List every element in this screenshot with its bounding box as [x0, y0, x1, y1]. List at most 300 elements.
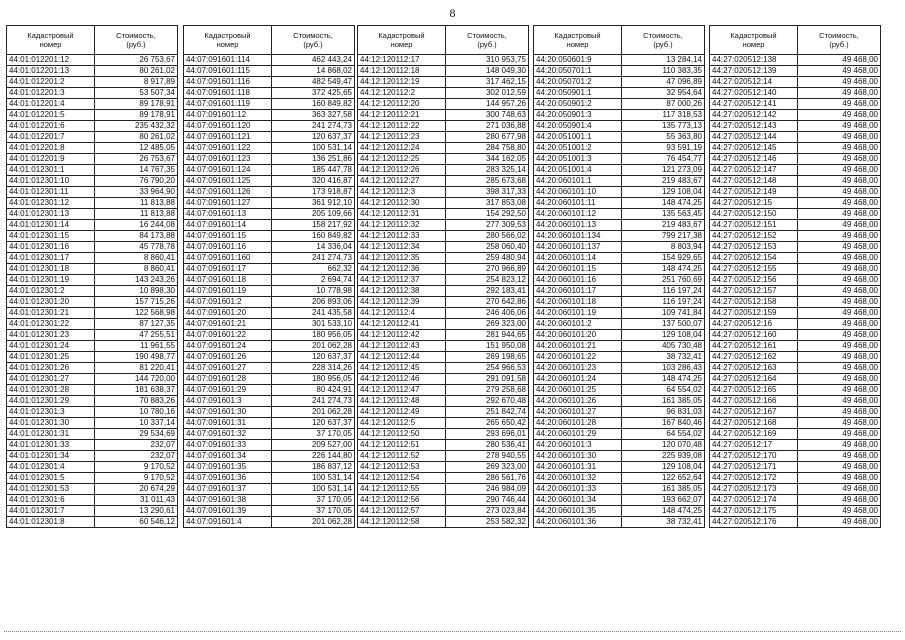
- cost-cell: 49 468,00: [798, 176, 881, 187]
- cadastral-number-cell: 44:27:020512:156: [710, 275, 798, 286]
- cadastral-number-cell: 44:27:020512:141: [710, 99, 798, 110]
- cost-cell: 226 144,80: [272, 451, 355, 462]
- cost-cell: 49 468,00: [798, 330, 881, 341]
- cadastral-number-cell: 44:27:020512:145: [710, 143, 798, 154]
- cost-cell: 269 198,65: [446, 352, 529, 363]
- table-row: [184, 88, 355, 99]
- cost-cell: 87 000,26: [622, 99, 705, 110]
- table-row: [7, 297, 178, 308]
- cadastral-number-cell: 44:27:020512:149: [710, 187, 798, 198]
- cadastral-number-cell: 44:27:020512:153: [710, 242, 798, 253]
- cadastral-number-cell: 44:07:091601:21: [184, 319, 272, 330]
- cadastral-number-cell: 44:20:060101:29: [534, 429, 622, 440]
- header-cadastral-number-line2: номер: [742, 40, 765, 49]
- cadastral-number-cell: 44:27:020512:170: [710, 451, 798, 462]
- table-row: [534, 396, 705, 407]
- table-row: [358, 187, 529, 198]
- cadastral-number-cell: 44:12:120112:49: [358, 407, 446, 418]
- cadastral-number-cell: 44:27:020512:148: [710, 176, 798, 187]
- cost-cell: 278 940,55: [446, 451, 529, 462]
- cadastral-number-cell: 44:12:120112:18: [358, 66, 446, 77]
- cost-cell: 96 831,03: [622, 407, 705, 418]
- table-row: [534, 165, 705, 176]
- cost-cell: 49 468,00: [798, 418, 881, 429]
- cadastral-number-cell: 44:27:020512:139: [710, 66, 798, 77]
- table-row: [358, 418, 529, 429]
- cadastral-number-cell: 44:20:050901:1: [534, 88, 622, 99]
- cadastral-number-cell: 44:01:012301:4: [7, 462, 95, 473]
- table-row: [534, 110, 705, 121]
- header-cost-line1: Стоимость,: [116, 31, 156, 40]
- table-row: [184, 253, 355, 264]
- cadastral-number-cell: 44:01:012301:30: [7, 418, 95, 429]
- cost-cell: 228 314,26: [272, 363, 355, 374]
- table-row: [358, 341, 529, 352]
- table-row: [184, 99, 355, 110]
- cost-cell: 219 483,67: [622, 176, 705, 187]
- cost-cell: 100 531,14: [272, 143, 355, 154]
- table-row: [710, 209, 881, 220]
- cost-cell: 482 549,47: [272, 77, 355, 88]
- table-row: [358, 132, 529, 143]
- cadastral-number-cell: 44:20:060101:13: [534, 220, 622, 231]
- cost-cell: 93 591,19: [622, 143, 705, 154]
- cadastral-number-cell: 44:27:020512:164: [710, 374, 798, 385]
- table-row: [7, 308, 178, 319]
- cadastral-number-cell: 44:07:091601:19: [184, 286, 272, 297]
- cadastral-table-3: [357, 25, 529, 528]
- cadastral-number-cell: 44:27:020512:142: [710, 110, 798, 121]
- table-row: [534, 88, 705, 99]
- cost-cell: 49 468,00: [798, 484, 881, 495]
- table-row: [358, 275, 529, 286]
- cost-cell: 100 531,14: [272, 484, 355, 495]
- table-row: [7, 66, 178, 77]
- header-cadastral-number: [358, 26, 446, 55]
- table-row: [184, 308, 355, 319]
- header-cadastral-number-line1: Кадастровый: [378, 31, 425, 40]
- cost-cell: 49 468,00: [798, 253, 881, 264]
- cadastral-number-cell: 44:20:060101:28: [534, 418, 622, 429]
- table-row: [710, 506, 881, 517]
- cadastral-number-cell: 44:27:020512:14: [710, 77, 798, 88]
- cadastral-number-cell: 44:27:020512:144: [710, 132, 798, 143]
- table-row: [7, 495, 178, 506]
- cost-cell: 405 730,48: [622, 341, 705, 352]
- cadastral-number-cell: 44:07:091601:119: [184, 99, 272, 110]
- table-row: [7, 55, 178, 66]
- cost-cell: 10 778,98: [272, 286, 355, 297]
- cadastral-number-cell: 44:01:012201:7: [7, 132, 95, 143]
- table-row: [184, 462, 355, 473]
- table-row: [184, 517, 355, 528]
- cadastral-number-cell: 44:27:020512:140: [710, 88, 798, 99]
- table-row: [7, 319, 178, 330]
- cost-cell: 154 292,50: [446, 209, 529, 220]
- cost-cell: 60 546,12: [95, 517, 178, 528]
- cadastral-number-cell: 44:01:012301:10: [7, 176, 95, 187]
- table-row: [358, 440, 529, 451]
- cost-cell: 259 480,94: [446, 253, 529, 264]
- table-row: [710, 66, 881, 77]
- table-row: [534, 418, 705, 429]
- cost-cell: 14 868,02: [272, 66, 355, 77]
- cost-cell: 317 462,15: [446, 77, 529, 88]
- cost-cell: 291 091,58: [446, 374, 529, 385]
- table-row: [358, 330, 529, 341]
- cost-cell: 246 984,09: [446, 484, 529, 495]
- table-header-row: [534, 26, 705, 55]
- cost-cell: 154 929,65: [622, 253, 705, 264]
- cadastral-number-cell: 44:12:120112:24: [358, 143, 446, 154]
- table-row: [534, 484, 705, 495]
- table-row: [7, 264, 178, 275]
- cost-cell: 53 507,34: [95, 88, 178, 99]
- table-row: [534, 132, 705, 143]
- cadastral-number-cell: 44:01:012301:27: [7, 374, 95, 385]
- table-row: [7, 286, 178, 297]
- cost-cell: 158 217,92: [272, 220, 355, 231]
- cost-cell: 47 255,51: [95, 330, 178, 341]
- cadastral-number-cell: 44:12:120112:33: [358, 231, 446, 242]
- table-row: [710, 385, 881, 396]
- cost-cell: 9 170,52: [95, 462, 178, 473]
- cost-cell: 37 170,05: [272, 506, 355, 517]
- cadastral-number-cell: 44:20:060101:33: [534, 484, 622, 495]
- cadastral-number-cell: 44:01:012301:16: [7, 242, 95, 253]
- table-row: [710, 99, 881, 110]
- cost-cell: 246 406,06: [446, 308, 529, 319]
- cost-cell: 76 790,20: [95, 176, 178, 187]
- cost-cell: 209 527,00: [272, 440, 355, 451]
- cost-cell: 49 468,00: [798, 385, 881, 396]
- cadastral-number-cell: 44:01:012301:2: [7, 286, 95, 297]
- table-row: [184, 165, 355, 176]
- table-row: [710, 264, 881, 275]
- cost-cell: 49 468,00: [798, 440, 881, 451]
- cadastral-number-cell: 44:07:091601:114: [184, 55, 272, 66]
- table-row: [7, 143, 178, 154]
- cadastral-number-cell: 44:20:060101:3: [534, 440, 622, 451]
- table-row: [184, 143, 355, 154]
- table-row: [534, 187, 705, 198]
- cadastral-number-cell: 44:20:060101:10: [534, 187, 622, 198]
- cost-cell: 185 447,78: [272, 165, 355, 176]
- cost-cell: 251 842,74: [446, 407, 529, 418]
- cadastral-number-cell: 44:12:120112:22: [358, 121, 446, 132]
- table-row: [7, 187, 178, 198]
- cost-cell: 89 178,91: [95, 110, 178, 121]
- cost-cell: 279 258,68: [446, 385, 529, 396]
- cost-cell: 302 012,59: [446, 88, 529, 99]
- table-row: [534, 341, 705, 352]
- cadastral-number-cell: 44:27:020512:167: [710, 407, 798, 418]
- table-row: [710, 88, 881, 99]
- cost-cell: 49 468,00: [798, 352, 881, 363]
- cadastral-number-cell: 44:07:091601:22: [184, 330, 272, 341]
- table-row: [7, 88, 178, 99]
- cadastral-number-cell: 44:07:091601:160: [184, 253, 272, 264]
- cadastral-number-cell: 44:07:091601:124: [184, 165, 272, 176]
- cost-cell: 11 813,88: [95, 198, 178, 209]
- table-row: [710, 55, 881, 66]
- cadastral-number-cell: 44:12:120112:57: [358, 506, 446, 517]
- table-row: [184, 297, 355, 308]
- header-cadastral-number-line2: номер: [566, 40, 589, 49]
- table-row: [710, 297, 881, 308]
- cadastral-number-cell: 44:01:012301:3: [7, 407, 95, 418]
- table-row: [710, 363, 881, 374]
- cost-cell: 12 485,05: [95, 143, 178, 154]
- cost-cell: 157 715,26: [95, 297, 178, 308]
- table-row: [710, 352, 881, 363]
- header-cost-line2: (руб.): [829, 40, 849, 49]
- table-row: [184, 352, 355, 363]
- table-row: [184, 484, 355, 495]
- table-row: [710, 495, 881, 506]
- cost-cell: 49 468,00: [798, 55, 881, 66]
- cadastral-number-cell: 44:20:060101:16: [534, 275, 622, 286]
- cadastral-number-cell: 44:12:120112:54: [358, 473, 446, 484]
- table-row: [184, 220, 355, 231]
- cost-cell: 49 468,00: [798, 264, 881, 275]
- cost-cell: 219 483,67: [622, 220, 705, 231]
- table-row: [358, 517, 529, 528]
- table-row: [358, 88, 529, 99]
- cadastral-number-cell: 44:20:060101:36: [534, 517, 622, 528]
- table-row: [534, 77, 705, 88]
- table-row: [358, 143, 529, 154]
- cost-cell: 180 956,05: [272, 330, 355, 341]
- table-row: [7, 253, 178, 264]
- table-row: [534, 286, 705, 297]
- table-row: [534, 308, 705, 319]
- cadastral-number-cell: 44:01:012201:3: [7, 88, 95, 99]
- cadastral-number-cell: 44:27:020512:157: [710, 286, 798, 297]
- cadastral-number-cell: 44:27:020512:168: [710, 418, 798, 429]
- cost-cell: 271 036,88: [446, 121, 529, 132]
- header-cadastral-number-line2: номер: [39, 40, 62, 49]
- table-row: [710, 231, 881, 242]
- cadastral-number-cell: 44:27:020512:161: [710, 341, 798, 352]
- cost-cell: 33 964,90: [95, 187, 178, 198]
- cadastral-number-cell: 44:27:020512:171: [710, 462, 798, 473]
- cost-cell: 49 468,00: [798, 88, 881, 99]
- cost-cell: 286 561,76: [446, 473, 529, 484]
- table-row: [534, 451, 705, 462]
- table-row: [358, 319, 529, 330]
- cost-cell: 110 383,35: [622, 66, 705, 77]
- header-cadastral-number: [710, 26, 798, 55]
- cadastral-number-cell: 44:01:012201:8: [7, 143, 95, 154]
- cost-cell: 144 720,00: [95, 374, 178, 385]
- table-row: [7, 451, 178, 462]
- cadastral-number-cell: 44:20:060101:22: [534, 352, 622, 363]
- cadastral-number-cell: 44:07:091601:2: [184, 297, 272, 308]
- cadastral-number-cell: 44:12:120112:26: [358, 165, 446, 176]
- cadastral-number-cell: 44:12:120112:20: [358, 99, 446, 110]
- cadastral-number-cell: 44:27:020512:154: [710, 253, 798, 264]
- cadastral-number-cell: 44:27:020512:150: [710, 209, 798, 220]
- cadastral-number-cell: 44:07:091601:32: [184, 429, 272, 440]
- table-row: [534, 231, 705, 242]
- table-row: [534, 462, 705, 473]
- cadastral-table-5: [709, 25, 881, 528]
- table-row: [184, 66, 355, 77]
- cost-cell: 11 813,88: [95, 209, 178, 220]
- cost-cell: 122 568,98: [95, 308, 178, 319]
- cost-cell: 310 953,75: [446, 55, 529, 66]
- table-row: [358, 99, 529, 110]
- cadastral-number-cell: 44:12:120112:46: [358, 374, 446, 385]
- table-row: [358, 154, 529, 165]
- header-cost-line1: Стоимость,: [293, 31, 333, 40]
- header-cadastral-number: [184, 26, 272, 55]
- header-cadastral-number-line1: Кадастровый: [554, 31, 601, 40]
- cost-cell: 120 637,37: [272, 418, 355, 429]
- table-row: [7, 176, 178, 187]
- table-row: [710, 187, 881, 198]
- cadastral-number-cell: 44:20:060101:25: [534, 385, 622, 396]
- table-row: [534, 198, 705, 209]
- cadastral-number-cell: 44:20:060101:30: [534, 451, 622, 462]
- table-row: [710, 198, 881, 209]
- cadastral-number-cell: 44:12:120112:25: [358, 154, 446, 165]
- cadastral-number-cell: 44:27:020512:152: [710, 231, 798, 242]
- table-row: [358, 473, 529, 484]
- cadastral-number-cell: 44:01:012201:13: [7, 66, 95, 77]
- cadastral-number-cell: 44:07:091601:15: [184, 231, 272, 242]
- cadastral-number-cell: 44:07:091601:4: [184, 517, 272, 528]
- table-row: [534, 275, 705, 286]
- cadastral-number-cell: 44:27:020512:172: [710, 473, 798, 484]
- cadastral-number-cell: 44:12:120112:35: [358, 253, 446, 264]
- table-row: [710, 396, 881, 407]
- cost-cell: 317 853,08: [446, 198, 529, 209]
- cost-cell: 84 173,88: [95, 231, 178, 242]
- cadastral-number-cell: 44:27:020512:138: [710, 55, 798, 66]
- table-row: [534, 330, 705, 341]
- cadastral-number-cell: 44:01:012301:6: [7, 495, 95, 506]
- table-row: [184, 176, 355, 187]
- cadastral-number-cell: 44:12:120112:3: [358, 187, 446, 198]
- table-row: [710, 473, 881, 484]
- cadastral-number-cell: 44:07:091601:126: [184, 187, 272, 198]
- cost-cell: 280 677,98: [446, 132, 529, 143]
- cadastral-number-cell: 44:27:020512:160: [710, 330, 798, 341]
- header-cadastral-number-line1: Кадастровый: [27, 31, 74, 40]
- table-row: [7, 121, 178, 132]
- table-row: [534, 319, 705, 330]
- table-row: [710, 374, 881, 385]
- table-row: [358, 374, 529, 385]
- cost-cell: 49 468,00: [798, 209, 881, 220]
- cost-cell: 49 468,00: [798, 275, 881, 286]
- cadastral-number-cell: 44:07:091601:35: [184, 462, 272, 473]
- cadastral-table-2: [183, 25, 355, 528]
- table-row: [534, 473, 705, 484]
- cost-cell: 292 183,41: [446, 286, 529, 297]
- cost-cell: 49 468,00: [798, 297, 881, 308]
- cost-cell: 49 468,00: [798, 99, 881, 110]
- header-cost: [95, 26, 178, 55]
- cadastral-number-cell: 44:20:060101:15: [534, 264, 622, 275]
- header-cadastral-number-line2: номер: [216, 40, 239, 49]
- cadastral-number-cell: 44:27:020512:174: [710, 495, 798, 506]
- cost-cell: 49 468,00: [798, 517, 881, 528]
- cost-cell: 2 694,74: [272, 275, 355, 286]
- cadastral-number-cell: 44:07:091601:38: [184, 495, 272, 506]
- table-row: [358, 297, 529, 308]
- table-row: [7, 473, 178, 484]
- cadastral-number-cell: 44:01:012301:5: [7, 473, 95, 484]
- table-row: [184, 429, 355, 440]
- table-row: [710, 121, 881, 132]
- cost-cell: 8 860,41: [95, 253, 178, 264]
- table-row: [534, 154, 705, 165]
- table-row: [7, 462, 178, 473]
- cadastral-number-cell: 44:12:120112:53: [358, 462, 446, 473]
- table-row: [358, 198, 529, 209]
- table-row: [7, 242, 178, 253]
- cadastral-number-cell: 44:01:012301:14: [7, 220, 95, 231]
- cadastral-number-cell: 44:07:091601:125: [184, 176, 272, 187]
- table-row: [710, 341, 881, 352]
- cost-cell: 49 468,00: [798, 396, 881, 407]
- cadastral-number-cell: 44:20:060101:14: [534, 253, 622, 264]
- table-row: [534, 242, 705, 253]
- cost-cell: 277 309,53: [446, 220, 529, 231]
- table-row: [184, 506, 355, 517]
- table-row: [534, 385, 705, 396]
- table-row: [7, 396, 178, 407]
- cost-cell: 49 468,00: [798, 462, 881, 473]
- cost-cell: 70 883,26: [95, 396, 178, 407]
- header-cadastral-number-line2: номер: [390, 40, 413, 49]
- table-row: [710, 154, 881, 165]
- table-row: [7, 275, 178, 286]
- cadastral-number-cell: 44:12:120112:21: [358, 110, 446, 121]
- cost-cell: 49 468,00: [798, 341, 881, 352]
- table-row: [184, 264, 355, 275]
- cadastral-number-cell: 44:12:120112:50: [358, 429, 446, 440]
- table-row: [534, 55, 705, 66]
- table-row: [710, 220, 881, 231]
- table-row: [358, 220, 529, 231]
- cadastral-number-cell: 44:12:120112:47: [358, 385, 446, 396]
- cost-cell: 49 468,00: [798, 374, 881, 385]
- cost-cell: 135 563,45: [622, 209, 705, 220]
- cost-cell: 120 637,37: [272, 352, 355, 363]
- cadastral-number-cell: 44:12:120112:17: [358, 55, 446, 66]
- table-row: [358, 363, 529, 374]
- cost-cell: 300 748,63: [446, 110, 529, 121]
- table-row: [184, 495, 355, 506]
- cadastral-number-cell: 44:01:012201:12: [7, 55, 95, 66]
- cost-cell: 344 162,05: [446, 154, 529, 165]
- cadastral-number-cell: 44:20:051001:1: [534, 132, 622, 143]
- table-row: [710, 462, 881, 473]
- cadastral-number-cell: 44:01:012301:21: [7, 308, 95, 319]
- cadastral-number-cell: 44:01:012201:2: [7, 77, 95, 88]
- cadastral-number-cell: 44:27:020512:176: [710, 517, 798, 528]
- cost-cell: 372 425,65: [272, 88, 355, 99]
- cost-cell: 8 917,89: [95, 77, 178, 88]
- cost-cell: 31 011,43: [95, 495, 178, 506]
- table-row: [184, 330, 355, 341]
- cadastral-number-cell: 44:07:091601:17: [184, 264, 272, 275]
- cost-cell: 116 197,24: [622, 286, 705, 297]
